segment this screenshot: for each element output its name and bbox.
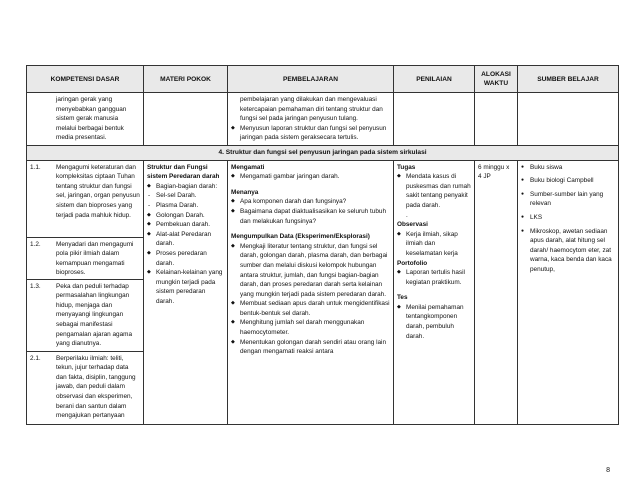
mengamati-item: ◆ Mengamati gambar jaringan darah. (231, 172, 390, 182)
penilaian-cell (394, 160, 475, 424)
menanya-item: ◆ Bagaimana dapat diaktualisasikan ke seluruh tubuh dan melakukan fungsinya? (231, 207, 390, 226)
materi-item: ◆ Golongan Darah. (147, 211, 224, 221)
eksplorasi-item: ◆ Menghitung jumlah sel darah menggunakan haemocytometer. (231, 318, 390, 337)
sumber-item: ● LKS (521, 213, 615, 223)
sumber-item: ● Buku biologi Campbell (521, 176, 615, 186)
mengamati-title: Mengamati (231, 163, 265, 171)
alokasi-empty-cell (475, 93, 518, 146)
materi-empty-cell (144, 93, 228, 146)
page-number: 8 (606, 467, 610, 474)
sumber-item: ● Sumber-sumber lain yang relevan (521, 190, 615, 209)
observasi-title: Observasi (397, 221, 428, 229)
kd-cell (27, 160, 144, 424)
tugas-title: Tugas (397, 163, 416, 171)
tes-item: ◆ Menilai pemahaman tentangkomponen darah, pembuluh darah. (397, 303, 471, 341)
kd-continuation-cell (27, 93, 144, 146)
materi-item: ◆ Bagian-bagian darah: (147, 182, 224, 192)
kd-text: Menyadari dan mengagumi pola pikir ilmiah dalam kemampuan mengamati bioproses. (56, 240, 134, 277)
header-materi-pokok: MATERI POKOK (144, 66, 228, 93)
eksplorasi-title: Mengumpulkan Data (Eksperimen/Eksplorasi) (231, 233, 370, 241)
kd-number: 1.2. (30, 240, 41, 248)
header-row (27, 66, 619, 93)
syllabus-table (26, 65, 619, 425)
sumber-item: ● Mikroskop, awetan sediaan apus darah, alat hitung sel darah/ haemocytom eter, zat warna, kaca benda dan kaca penutup, (521, 227, 615, 275)
section-title: 4. Struktur dan fungsi sel penyusun jaringan pada sistem sirkulasi (27, 145, 619, 160)
portofolio-item: ◆ Laporan tertulis hasil kegiatan praktikum. (397, 268, 471, 287)
alokasi-value: 6 minggu x 4 JP (478, 163, 510, 181)
alokasi-cell (475, 160, 518, 424)
materi-item: ◆ Pembekuan darah. (147, 220, 224, 230)
header-penilaian: PENILAIAN (394, 66, 475, 93)
kd-number: 2.1. (30, 354, 41, 362)
tes-title: Tes (397, 294, 408, 302)
kd-continuation-text: jaringan gerak yang menyebabkan gangguan sistem gerak manusia melalui berbagai bentuk media presentasi. (56, 96, 127, 142)
pemb-continuation-text: pembelajaran yang dilakukan dan mengevaluasi ketercapaian pemahaman diri tentang struktur dan fungsi sel pada jaringan penyusun tulang. (240, 96, 383, 123)
kd-text: Mengagumi keteraturan dan kompleksitas ciptaan Tuhan tentang struktur dan fungsi sel, jaringan, organ penyusun sistem dan bioproses yang terjadi pada mahluk hidup. (56, 163, 140, 219)
materi-subitem: - Sel-sel Darah. (147, 191, 224, 201)
penilaian-empty-cell (394, 93, 475, 146)
kd-item (27, 238, 143, 280)
materi-item: ◆ Kelainan-kelainan yang mungkin terjadi pada sistem peredaran darah. (147, 268, 224, 306)
kd-item (27, 352, 143, 424)
pemb-continuation-item: ◆ Menyusun laporan struktur dan fungsi sel penyusun jaringan pada sistem geraksecara tertulis. (231, 124, 390, 143)
sumber-cell (518, 160, 619, 424)
sumber-empty-cell (518, 93, 619, 146)
pemb-continuation-cell (228, 93, 394, 146)
materi-subitem: - Plasma Darah. (147, 201, 224, 211)
continuation-row (27, 93, 619, 146)
kd-number: 1.1. (30, 163, 41, 171)
kd-item (27, 161, 143, 238)
materi-item: ◆ Alat-alat Peredaran darah. (147, 230, 224, 249)
tugas-dot: . (406, 211, 408, 219)
kd-number: 1.3. (30, 282, 41, 290)
eksplorasi-item: ◆ Mengkaji literatur tentang struktur, dan fungsi sel darah, golongan darah, plasma darah, dan berbagai sumber dan melalui diskusi kelompok hubungan antara struktur, jumlah, dan fungsi bagian-bagian darah, dan proses peredaran darah serta kelainan yang mungkin terjadi pada sistem peredaran darah. (231, 242, 390, 300)
sumber-item: ● Buku siswa (521, 163, 615, 173)
eksplorasi-item: ◆ Membuat sediaan apus darah untuk mengidentifikasi bentuk-bentuk sel darah. (231, 299, 390, 318)
header-sumber-belajar: SUMBER BELAJAR (518, 66, 619, 93)
header-kompetensi-dasar: KOMPETENSI DASAR (27, 66, 144, 93)
content-row (27, 160, 619, 424)
observasi-item: ◆ Kerja ilmiah, sikap ilmiah dan keselamatan kerja (397, 230, 471, 259)
header-alokasi-waktu: ALOKASI WAKTU (475, 66, 518, 93)
section-row (27, 145, 619, 160)
kd-text: Peka dan peduli terhadap permasalahan lingkungan hidup, menjaga dan menyayangi lingkungan sebagai manifestasi pengamalan ajaran agama yang dianutnya. (56, 282, 133, 348)
header-pembelajaran: PEMBELAJARAN (228, 66, 394, 93)
materi-title: Struktur dan Fungsi sistem Peredaran darah (147, 163, 220, 181)
kd-item (27, 280, 143, 352)
menanya-item: ◆ Apa komponen darah dan fungsinya? (231, 197, 390, 207)
eksplorasi-item: ◆ Menentukan golongan darah sendiri atau orang lain dengan mengamati reaksi antara (231, 338, 390, 357)
portofolio-title: Portofolio (397, 259, 428, 267)
menanya-title: Menanya (231, 188, 259, 196)
kd-text: Berperilaku ilmiah: teliti, tekun, jujur terhadap data dan fakta, disiplin, tanggung jawab, dan peduli dalam observasi dan eksperimen, berani dan santun dalam mengajukan pertanyaan (56, 354, 136, 420)
materi-cell (144, 160, 228, 424)
materi-item: ◆ Proses peredaran darah. (147, 249, 224, 268)
tugas-item: ◆ Mendata kasus di puskesmas dan rumah sakit tentang penyakit pada darah. (397, 172, 471, 210)
pembelajaran-cell (228, 160, 394, 424)
